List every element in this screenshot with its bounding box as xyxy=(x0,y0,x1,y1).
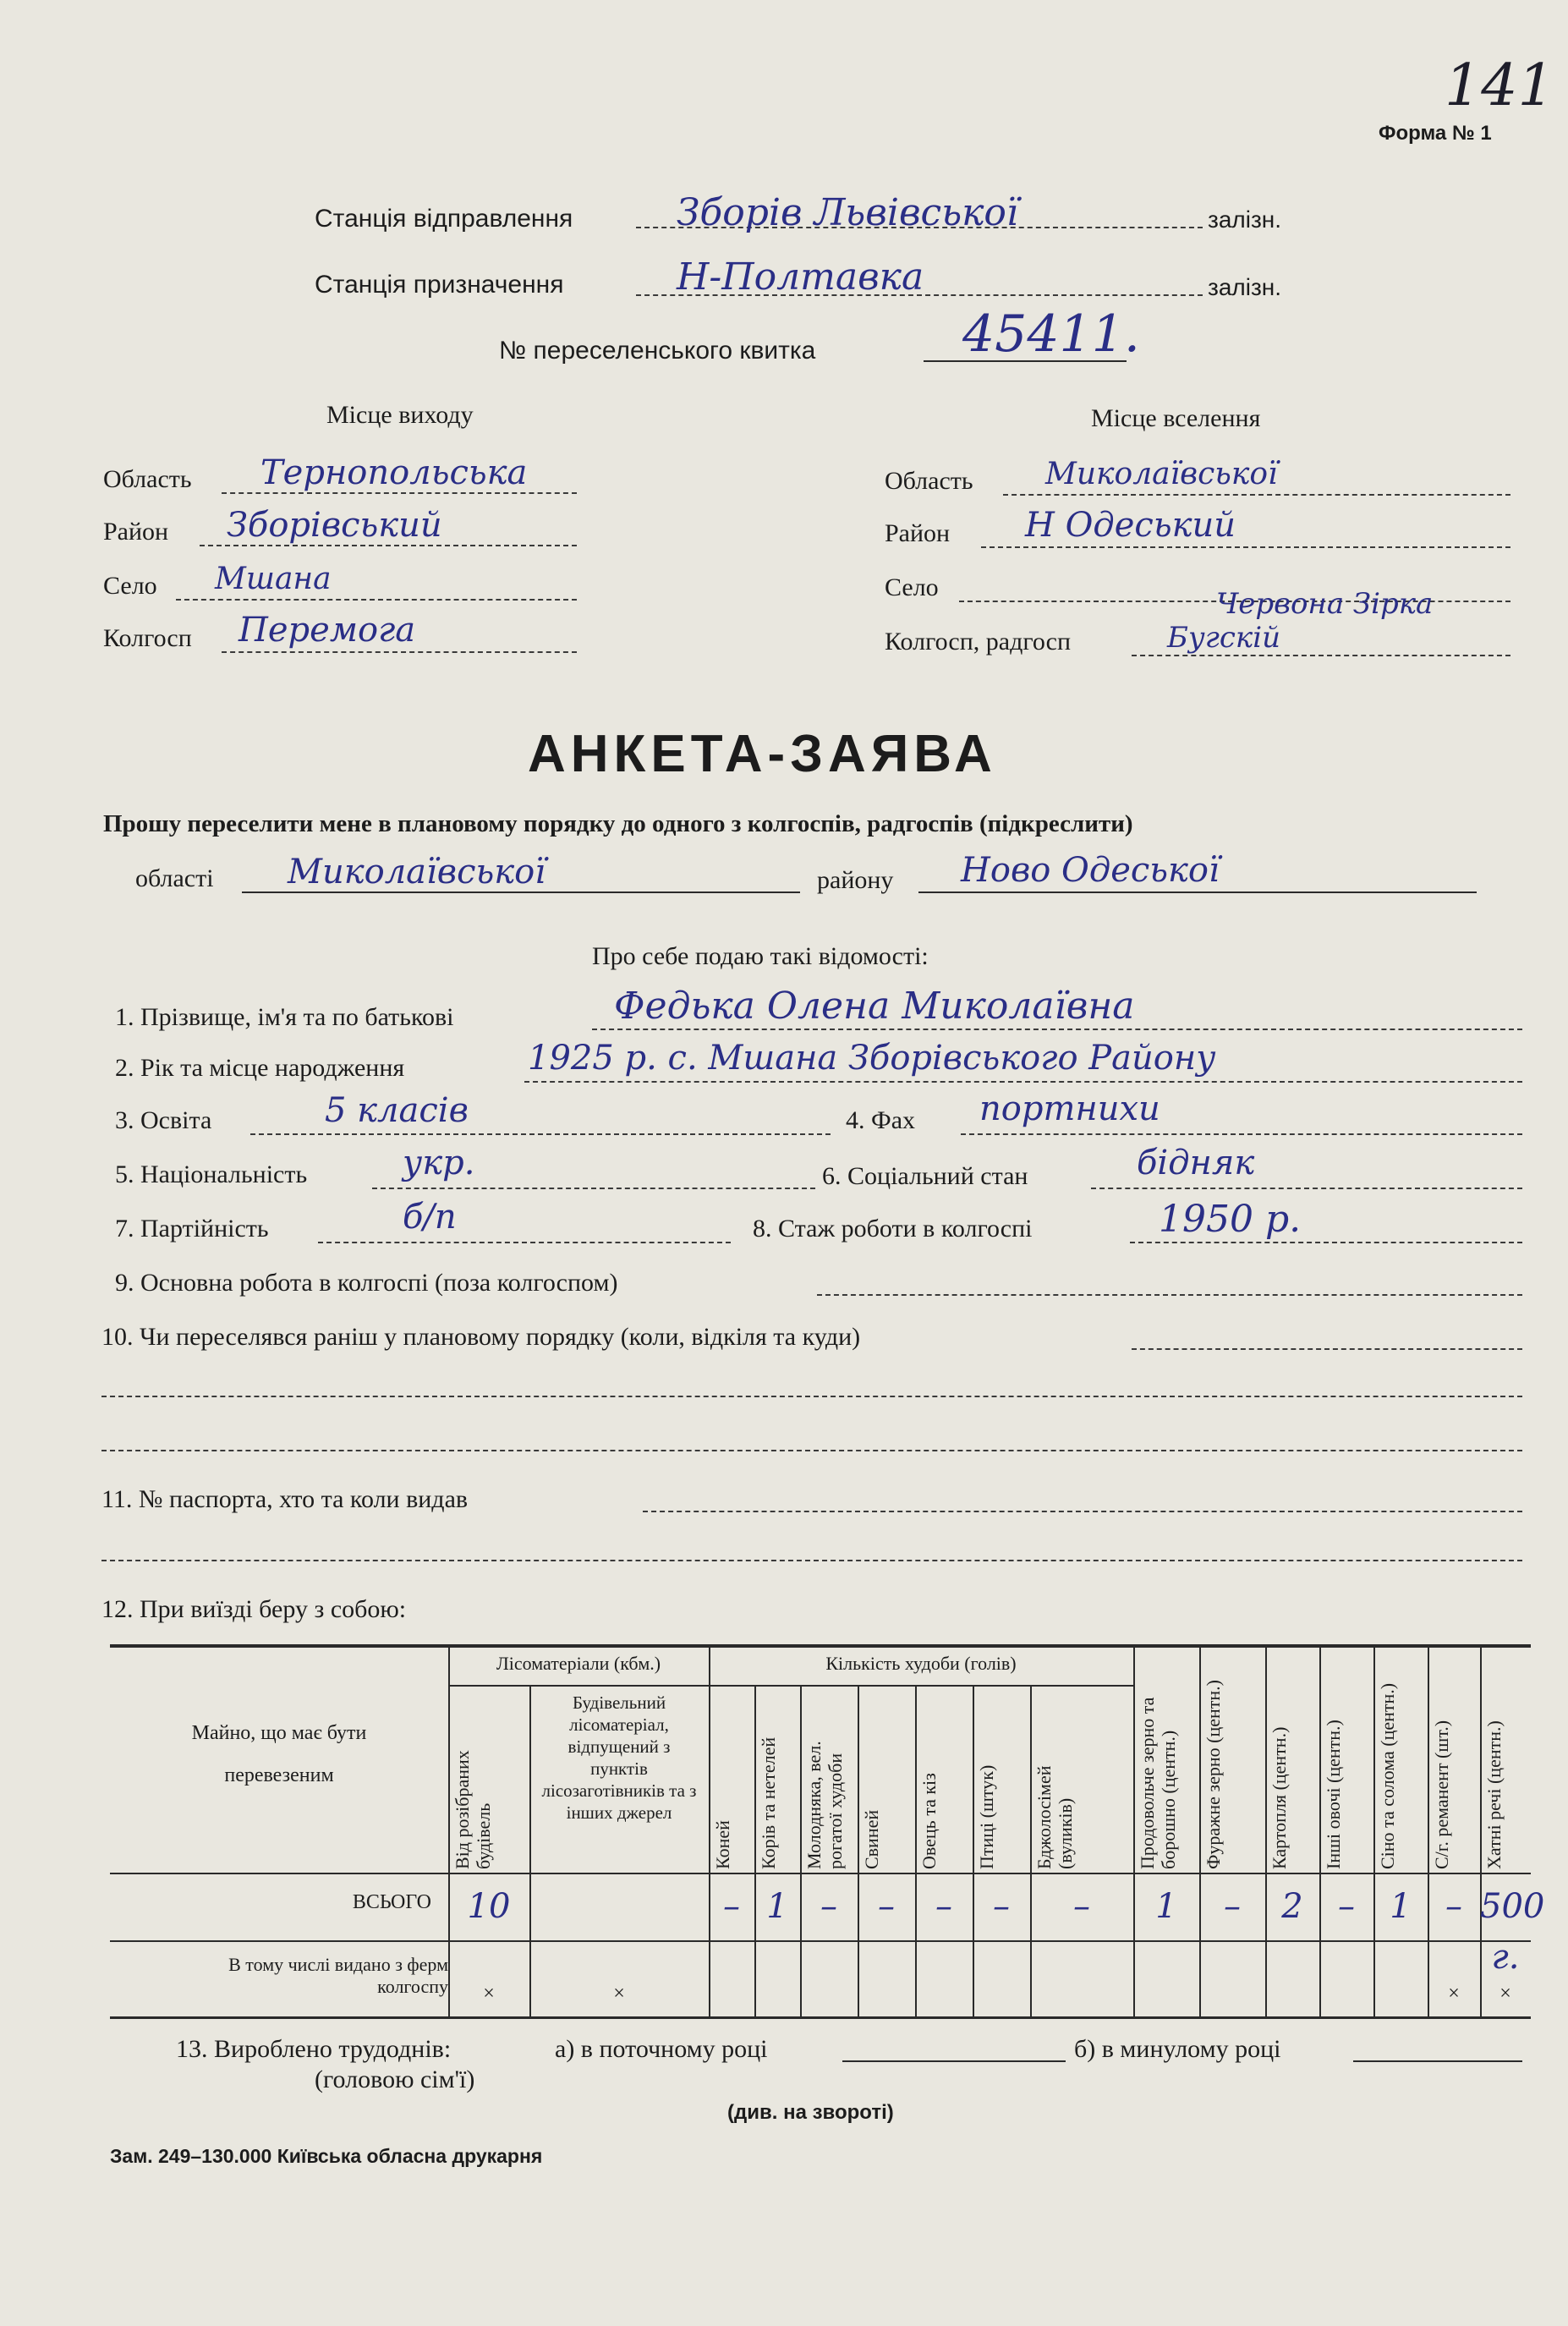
workdays-a-label: а) в поточному році xyxy=(555,2035,768,2063)
workdays-sub-label: (головою сім'ї) xyxy=(315,2065,475,2093)
field-6-label: 6. Соціальний стан xyxy=(822,1162,1028,1190)
field-4-label: 4. Фах xyxy=(846,1106,916,1134)
field-6-value: бідняк xyxy=(1137,1144,1255,1182)
field-7-value: б/п xyxy=(403,1198,457,1237)
table-col-header-12: Картопля (центн.) xyxy=(1269,1726,1290,1869)
origin-raion-value: Зборівський xyxy=(227,506,442,545)
form-title: АНКЕТА-ЗАЯВА xyxy=(528,725,997,783)
total-value-14: 1 xyxy=(1390,1887,1412,1926)
destination-heading: Місце вселення xyxy=(1091,404,1261,432)
workdays-label: 13. Вироблено трудоднів: xyxy=(176,2035,452,2063)
total-value-13: – xyxy=(1338,1887,1355,1926)
field-5-value: укр. xyxy=(403,1144,475,1182)
table-col-header-14: Сіно та солома (центн.) xyxy=(1377,1682,1398,1869)
field-2-value: 1925 р. с. Мшана Зборівського Району xyxy=(528,1039,1216,1078)
total-value-4: 1 xyxy=(766,1887,788,1926)
field-1-value: Федька Олена Миколаївна xyxy=(614,985,1135,1028)
dest-raion-value: Н Одеський xyxy=(1025,506,1236,545)
request-raion-label: району xyxy=(817,866,894,894)
table-col-header-13: Інші овочі (центн.) xyxy=(1323,1720,1344,1869)
field-9-label: 9. Основна робота в колгоспі (поза колгоспом) xyxy=(115,1269,618,1297)
total-value-5: – xyxy=(820,1887,837,1926)
row-total-label: ВСЬОГО xyxy=(352,1891,431,1913)
total-value-10: 1 xyxy=(1155,1887,1177,1926)
table-col-header-2: Будівельний лісоматеріал, відпущений з пунктів лісозаготівників та з інших джерел xyxy=(541,1692,697,1823)
table-col-header-1: Від розібраних будівель xyxy=(452,1750,494,1869)
field-11-label: 11. № паспорта, хто та коли видав xyxy=(101,1485,469,1513)
table-col-header-7: Овець та кіз xyxy=(918,1773,940,1869)
request-oblast-label: області xyxy=(135,864,214,892)
dest-kolhosp-value: Бугскій xyxy=(1167,621,1281,655)
printer-imprint: Зам. 249–130.000 Київська обласна друкарня xyxy=(110,2145,543,2167)
table-col-header-8: Птиці (штук) xyxy=(976,1764,997,1869)
table-col-header-15: С/г. реманент (шт.) xyxy=(1431,1720,1452,1869)
total-value-16: 500 г. xyxy=(1480,1887,1545,1977)
field-8-label: 8. Стаж роботи в колгоспі xyxy=(753,1215,1033,1243)
dest-selo-label: Село xyxy=(885,573,939,601)
total-value-11: – xyxy=(1224,1887,1241,1926)
farm-value-15: × xyxy=(1448,1983,1460,2005)
total-value-12: 2 xyxy=(1281,1887,1303,1926)
table-col-header-10: Продовольче зерно та борошно (центн.) xyxy=(1137,1697,1179,1869)
origin-raion-label: Район xyxy=(103,518,169,546)
field-10-label: 10. Чи переселявся раніш у плановому порядку (коли, відкіля та куди) xyxy=(101,1323,861,1351)
group-timber-header: Лісоматеріали (кбм.) xyxy=(496,1653,661,1674)
archive-number: 141 xyxy=(1445,52,1554,119)
table-col-header-3: Коней xyxy=(712,1820,733,1869)
form-number: Форма № 1 xyxy=(1379,122,1492,145)
total-value-7: – xyxy=(935,1887,952,1926)
field-1-label: 1. Прізвище, ім'я та по батькові xyxy=(115,1003,454,1031)
departure-station-label: Станція відправлення xyxy=(315,205,573,233)
total-value-9: – xyxy=(1073,1887,1090,1926)
field-12-label: 12. При виїзді беру з собою: xyxy=(101,1595,407,1623)
total-value-3: – xyxy=(723,1887,740,1926)
dest-oblast-value: Миколаївської xyxy=(1045,457,1278,491)
field-3-value: 5 класів xyxy=(325,1091,469,1130)
col-property-header: Майно, що має бути перевезеним xyxy=(191,1722,367,1786)
dest-kolhosp-label: Колгосп, радгосп xyxy=(885,628,1072,656)
total-value-6: – xyxy=(878,1887,895,1926)
total-value-8: – xyxy=(993,1887,1010,1926)
origin-kolhosp-label: Колгосп xyxy=(103,624,192,652)
field-3-label: 3. Освіта xyxy=(115,1106,212,1134)
origin-oblast-value: Тернопольська xyxy=(260,453,528,492)
table-col-header-11: Фуражне зерно (центн.) xyxy=(1203,1680,1224,1869)
farm-value-1: × xyxy=(483,1983,495,2005)
railway-suffix-2: залізн. xyxy=(1208,274,1282,300)
railway-suffix-1: залізн. xyxy=(1208,206,1282,233)
field-7-label: 7. Партійність xyxy=(115,1215,269,1243)
field-5-label: 5. Національність xyxy=(115,1160,308,1188)
dest-kolhosp-value-extra: Червона Зірка xyxy=(1216,587,1434,621)
group-livestock-header: Кількість худоби (голів) xyxy=(825,1653,1017,1674)
origin-kolhosp-value: Перемога xyxy=(238,611,416,650)
departure-station-value: Зборів Львівської xyxy=(677,191,1018,234)
destination-station-value: Н-Полтавка xyxy=(677,255,924,299)
origin-oblast-label: Область xyxy=(103,465,192,493)
dest-oblast-label: Область xyxy=(885,467,973,495)
origin-selo-value: Мшана xyxy=(215,562,332,596)
field-2-label: 2. Рік та місце народження xyxy=(115,1054,405,1082)
table-col-header-9: Бджолосімей (вуликів) xyxy=(1033,1765,1076,1869)
request-text: Прошу переселити мене в плановому порядку до одного з колгоспів, радгоспів (підкреслити) xyxy=(103,810,1133,837)
farm-value-2: × xyxy=(613,1983,625,2005)
table-col-header-4: Корів та нетелей xyxy=(758,1736,779,1869)
destination-station-label: Станція призначення xyxy=(315,271,564,299)
info-heading: Про себе подаю такі відомості: xyxy=(592,942,929,970)
request-oblast-value: Миколаївської xyxy=(288,853,546,891)
origin-heading: Місце виходу xyxy=(326,401,474,429)
field-8-value: 1950 р. xyxy=(1159,1198,1302,1241)
see-back-note: (див. на звороті) xyxy=(727,2101,894,2124)
field-4-value: портнихи xyxy=(979,1089,1160,1128)
row-farm-label: В тому числі видано з ферм колгоспу xyxy=(228,1954,448,1997)
table-col-header-5: Молодняка, вел. рогатої худоби xyxy=(803,1741,846,1869)
ticket-label: № переселенського квитка xyxy=(499,337,816,365)
workdays-b-label: б) в минулому році xyxy=(1074,2035,1281,2063)
ticket-value: 45411. xyxy=(962,304,1140,364)
origin-selo-label: Село xyxy=(103,572,157,600)
table-col-header-6: Свиней xyxy=(861,1809,882,1869)
belongings-table xyxy=(110,1644,1545,2050)
request-raion-value: Ново Одеської xyxy=(961,851,1220,890)
total-value-15: – xyxy=(1445,1887,1462,1926)
dest-raion-label: Район xyxy=(885,519,951,547)
farm-value-16: × xyxy=(1499,1983,1511,2005)
total-value-1: 10 xyxy=(467,1887,511,1926)
table-col-header-16: Хатні речі (центн.) xyxy=(1483,1720,1505,1869)
